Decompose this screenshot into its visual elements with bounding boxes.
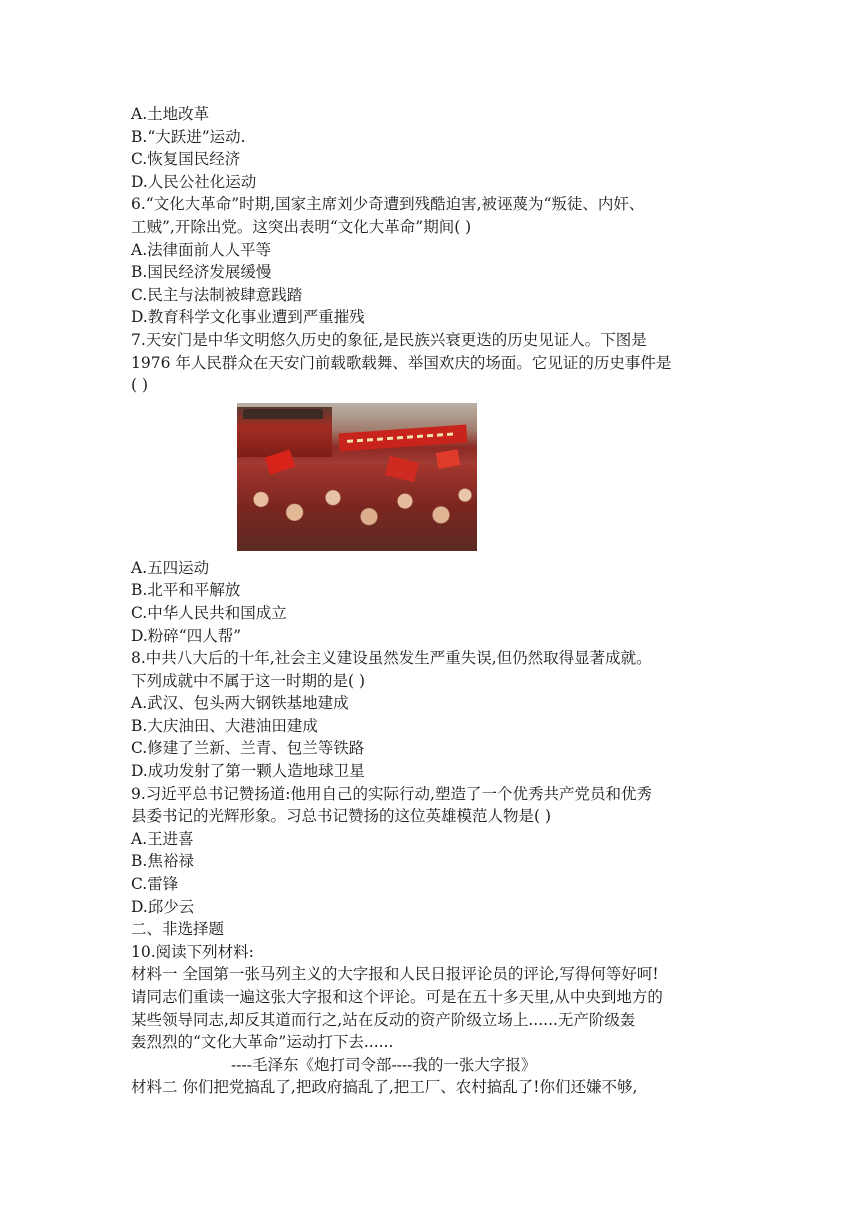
text-line: B.国民经济发展缓慢 [131,263,272,282]
text-line: A.土地改革 [131,105,210,123]
question-9: 9.习近平总书记赞扬道:他用自己的实际行动,塑造了一个优秀共产党员和优秀 [131,784,652,803]
text-line: 工贼”,开除出党。这突出表明“文化大革命”期间( ) [131,217,472,236]
material-2: 材料二 你们把党搞乱了,把政府搞乱了,把工厂、农村搞乱了!你们还嫌不够, [131,1078,638,1097]
text-line: 县委书记的光辉形象。习总书记赞扬的这位英雄模范人物是( ) [131,807,552,826]
text-line: C.雷锋 [131,875,179,894]
text-line: A.武汉、包头两大钢铁基地建成 [131,694,349,713]
text-line: C.恢复国民经济 [131,150,241,169]
text-line: B.“大跃进”运动. [131,127,246,146]
question-content [131,103,751,1099]
text-line: B.大庆油田、大港油田建成 [131,716,318,735]
question-6: 6.“文化大革命”时期,国家主席刘少奇遭到残酷迫害,被诬蔑为“叛徒、内奸、 [131,195,645,214]
text-line: ( ) [131,376,149,395]
text-line: D.人民公社化运动 [131,172,257,191]
section-heading: 二、非选择题 [131,920,225,939]
text-line: D.粉碎“四人帮” [131,626,242,645]
text-line: 某些领导同志,却反其道而行之,站在反动的资产阶级立场上......无产阶级轰 [131,1010,636,1029]
text-line: C.中华人民共和国成立 [131,603,287,622]
text-line: 下列成就中不属于这一时期的是( ) [131,671,366,690]
material-1: 材料一 全国第一张马列主义的大字报和人民日报评论员的评论,写得何等好呵! [131,965,659,984]
text-line: C.修建了兰新、兰青、包兰等铁路 [131,739,365,758]
material-signature: ----毛泽东《炮打司令部----我的一张大字报》 [231,1055,537,1074]
text-line: 1976 年人民群众在天安门前载歌载舞、举国欢庆的场面。它见证的历史事件是 [131,353,672,372]
question-8: 8.中共八大后的十年,社会主义建设虽然发生严重失误,但仍然取得显著成就。 [131,649,652,668]
tiananmen-celebration-photo [237,403,477,551]
red-flag-shape [436,449,460,469]
text-line: D.成功发射了第一颗人造地球卫星 [131,762,365,781]
text-line: D.邱少云 [131,897,195,916]
text-line: D.教育科学文化事业遭到严重摧残 [131,308,365,327]
crowd-shape [237,465,477,551]
question-10: 10.阅读下列材料: [131,942,254,961]
text-line: A.法律面前人人平等 [131,240,272,259]
question-7: 7.天安门是中华文明悠久历史的象征,是民族兴衰更迭的历史见证人。下图是 [131,330,647,349]
gate-roof-shape [243,409,323,419]
text-line: B.焦裕禄 [131,852,194,871]
text-line: A.五四运动 [131,558,210,577]
text-line: A.王进喜 [131,829,194,848]
text-line: 请同志们重读一遍这张大字报和这个评论。可是在五十多天里,从中央到地方的 [131,988,663,1006]
red-banner-shape [339,424,468,451]
text-line: 轰烈烈的“文化大革命”运动打下去...... [131,1033,394,1052]
text-line: B.北平和平解放 [131,581,241,600]
text-line: C.民主与法制被肆意践踏 [131,285,303,304]
